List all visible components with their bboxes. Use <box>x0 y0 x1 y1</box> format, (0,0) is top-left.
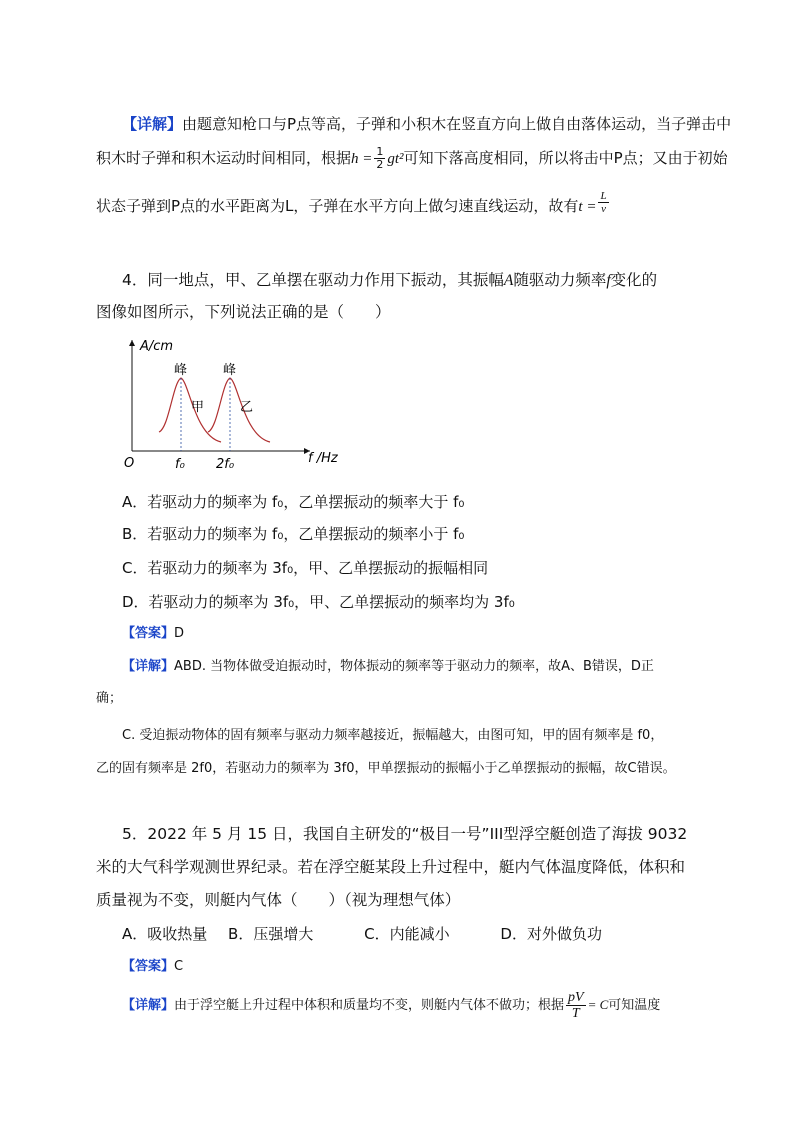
question-5-options <box>122 924 602 944</box>
option-d: D．若驱动力的频率为 3f₀，甲、乙单摆振动的频率均为 3f₀ <box>122 593 515 611</box>
series-curve-2 <box>208 378 270 442</box>
option-c: C．若驱动力的频率为 3f₀，甲、乙单摆振动的振幅相同 <box>122 559 489 577</box>
q5-option-c: C．内能减小 <box>364 925 450 943</box>
question-4-stem-2: 图像如图所示，下列说法正确的是（ ） <box>96 303 391 321</box>
fraction-L-over-v: $\frac{L}{v}$ <box>600 190 607 215</box>
detail-4-line-3: C. 受迫振动物体的固有频率与驱动力频率越接近，振幅越大，由图可知，甲的固有频率是 f0， <box>122 728 664 743</box>
resonance-chart <box>120 336 350 476</box>
detail-4-line-2: 确； <box>96 691 123 706</box>
detail-4-line-4: 乙的固有频率是 2f0，若驱动力的频率为 3f0，甲单摆振动的振幅小于乙单摆振动的振幅，故C错误。 <box>96 761 676 776</box>
question-5-line-3: 质量视为不变，则艇内气体（ ）（视为理想气体） <box>96 891 461 909</box>
origin-label: O <box>124 456 135 471</box>
peak-label-2: 峰 <box>223 363 237 378</box>
q5-option-d: D．对外做负功 <box>500 925 602 943</box>
detail-paragraph-3 <box>96 190 611 219</box>
formula-t: t = <box>578 199 597 215</box>
option-a: A．若驱动力的频率为 f₀，乙单摆振动的频率大于 f₀ <box>122 493 465 511</box>
detail-5-line-1: 【详解】由于浮空艇上升过程中体积和质量均不变，则艇内气体不做功；根据 $\frac{pV}{T}$ = C可知温度 <box>122 990 661 1021</box>
q5-option-b: B．压强增大 <box>228 925 314 943</box>
x-axis-label: f /Hz <box>308 451 338 466</box>
y-axis-label: A/cm <box>140 339 174 354</box>
detail-paragraph-1 <box>122 114 731 134</box>
q5-option-a: A．吸收热量 <box>122 925 208 943</box>
series-label-2: 乙 <box>240 400 254 415</box>
detail-paragraph-2 <box>96 146 728 171</box>
series-label-1: 甲 <box>191 400 205 415</box>
question-5-line-1: 5．2022 年 5 月 15 日，我国自主研发的“极目一号”III型浮空艇创造了海拔 9032 <box>122 825 688 843</box>
detail-text-line: 可知下落高度相同，所以将击中P点；又由于初始 <box>403 149 728 167</box>
option-b: B．若驱动力的频率为 f₀，乙单摆振动的频率小于 f₀ <box>122 525 465 543</box>
question-4-stem: 4．同一地点，甲、乙单摆在驱动力作用下振动，其振幅A随驱动力频率f变化的 <box>122 271 658 289</box>
peak-label-1: 峰 <box>174 363 188 378</box>
answer-4: 【答案】D <box>122 626 185 641</box>
answer-5: 【答案】C <box>122 959 184 974</box>
x-tick-label-1: f₀ <box>175 457 185 472</box>
fraction-half: $\frac{1}{2}$ <box>376 145 384 171</box>
detail-text-line: 由题意知枪口与P点等高，子弹和小积木在竖直方向上做自由落体运动，当子弹击中 <box>182 115 732 133</box>
detail-text-line: 积木时子弹和积木运动时间相同，根据 <box>96 149 352 167</box>
fraction-pV-over-T: $\frac{pV}{T}$ <box>568 990 584 1021</box>
detail-tag: 【详解】 <box>122 115 183 133</box>
detail-4-line-1: 【详解】ABD. 当物体做受迫振动时，物体振动的频率等于驱动力的频率，故A、B错误，D正 <box>122 659 654 674</box>
formula-gt2: gt² <box>387 151 404 167</box>
detail-text-line: 状态子弹到P点的水平距离为L，子弹在水平方向上做匀速直线运动，故有 <box>96 197 579 215</box>
formula-h: h = <box>351 151 373 167</box>
x-tick-label-2: 2f₀ <box>216 457 235 472</box>
question-5-line-2: 米的大气科学观测世界纪录。若在浮空艇某段上升过程中，艇内气体温度降低，体积和 <box>96 858 686 876</box>
series-curve-1 <box>159 378 221 442</box>
